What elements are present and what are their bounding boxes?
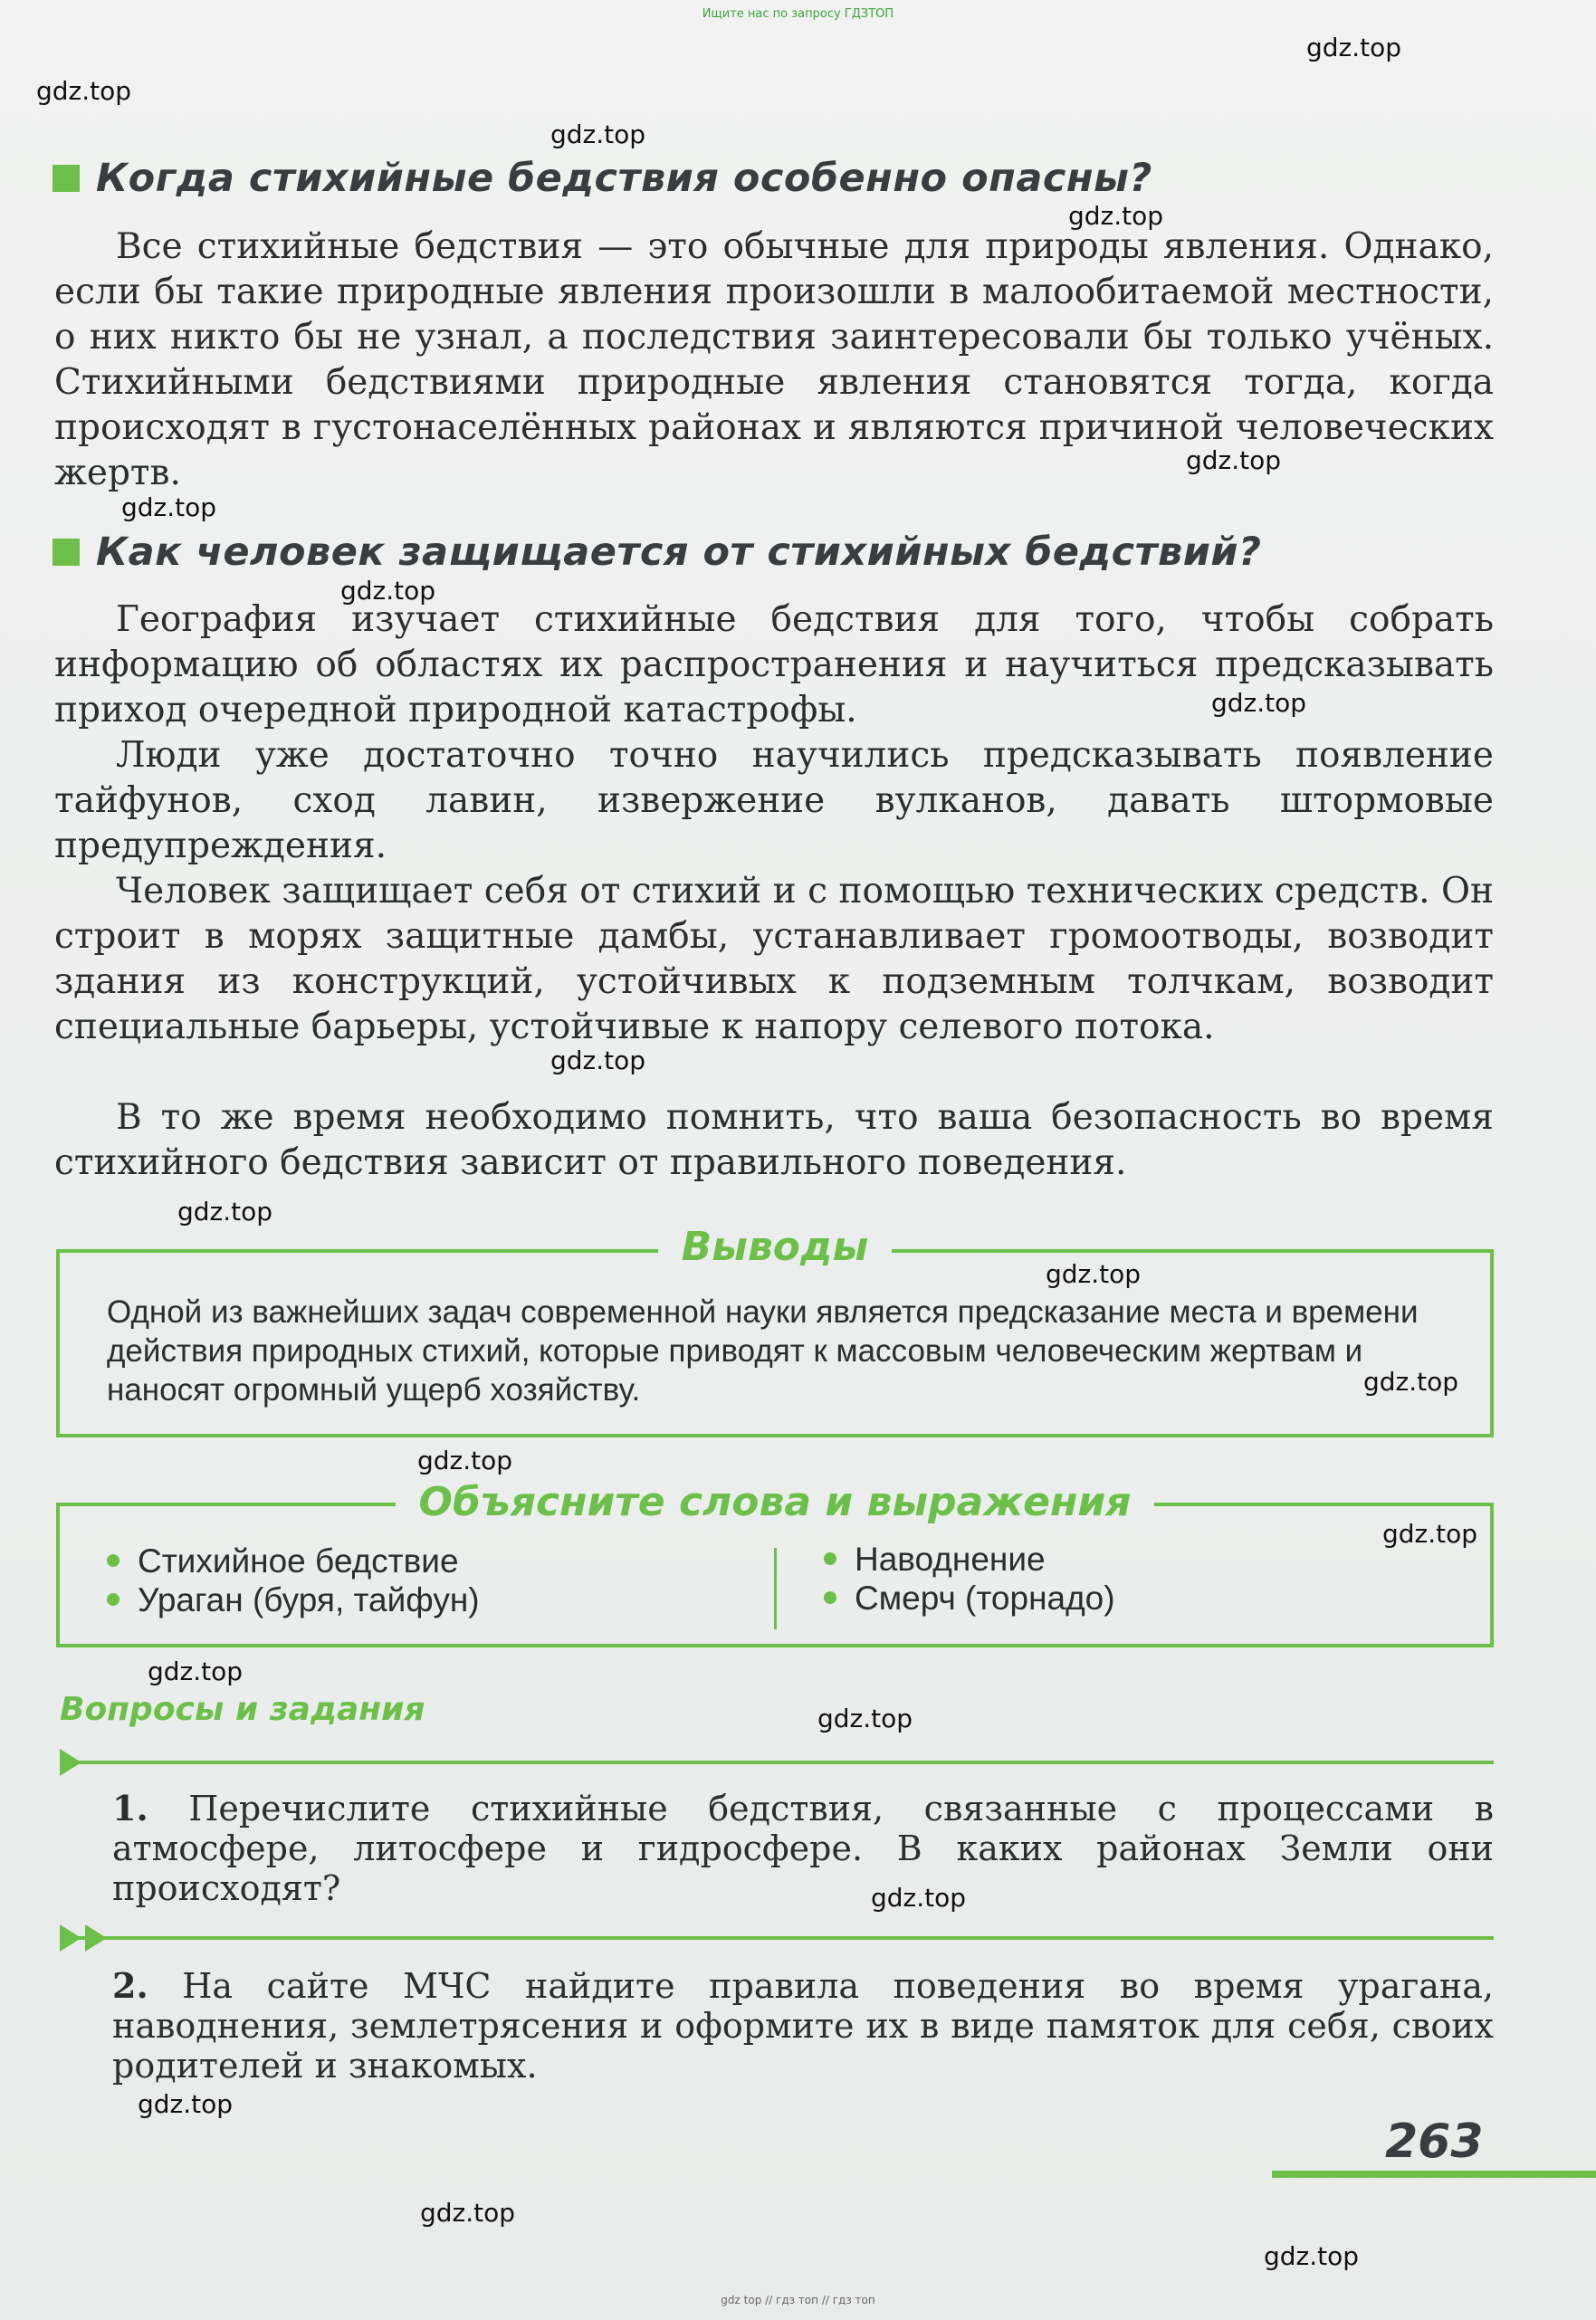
- watermark: gdz.top: [121, 492, 217, 522]
- question-separator: [60, 1761, 1494, 1764]
- paragraph: Все стихийные бедствия — это обычные для природы явления. Однако, если бы такие природные явления произошли в малообитаемой местности, о них никто бы не узнал, а последствия заинтересовали бы только учёных. Стихийными бедствиями природные явления становятся тогда, когда происходят в густонаселённых районах и являются причиной человеческих жертв.: [54, 226, 1494, 493]
- section-heading-text: Когда стихийные бедствия особенно опасны?: [96, 156, 1152, 201]
- watermark: gdz.top: [1211, 688, 1307, 718]
- watermark: gdz.top: [1046, 1259, 1142, 1289]
- watermark: gdz.top: [550, 119, 646, 149]
- bullet-icon: [107, 1554, 119, 1567]
- green-square-icon: [53, 165, 80, 192]
- watermark: gdz.top: [1068, 201, 1164, 231]
- conclusions-title: Выводы: [60, 1224, 1490, 1270]
- watermark: gdz.top: [1306, 33, 1402, 62]
- paragraph: География изучает стихийные бедствия для того, чтобы собрать информацию об областях их распространения и научиться предсказывать приход очередной природной катастрофы.: [54, 599, 1494, 730]
- page-number: 263: [1385, 2115, 1484, 2169]
- bullet-icon: [824, 1552, 836, 1565]
- term-item: Стихийное бедствие: [107, 1542, 459, 1580]
- term-item: Наводнение: [824, 1541, 1046, 1579]
- section-heading-text: Как человек защищается от стихийных бедствий?: [96, 530, 1262, 575]
- question-1: 1. Перечислите стихийные бедствия, связанные с процессами в атмосфере, литосфере и гидросфере. В каких районах Земли они происходят?: [112, 1788, 1494, 1908]
- watermark: gdz.top: [1186, 445, 1282, 475]
- section-heading: [53, 156, 1501, 201]
- watermark: gdz.top: [36, 76, 132, 106]
- watermark: gdz.top: [340, 576, 436, 606]
- paragraph: В то же время необходимо помнить, что ваша безопасность во время стихийного бедствия зависит от правильного поведения.: [54, 1097, 1494, 1183]
- page-number-bar: [1272, 2171, 1596, 2178]
- term-item: Ураган (буря, тайфун): [107, 1581, 480, 1619]
- bullet-icon: [107, 1593, 119, 1606]
- watermark: gdz.top: [138, 2089, 234, 2119]
- top-note: Ищите нас по запросу ГДЗТОП: [702, 7, 894, 21]
- watermark: gdz.top: [1264, 2241, 1360, 2271]
- question-separator: [60, 1936, 1494, 1940]
- watermark: gdz.top: [148, 1656, 244, 1686]
- bottom-note: gdz top // гдз топ // гдз топ: [721, 2294, 875, 2306]
- term-item: Смерч (торнадо): [824, 1580, 1115, 1618]
- watermark: gdz.top: [1363, 1367, 1459, 1397]
- watermark: gdz.top: [550, 1045, 646, 1075]
- watermark: gdz.top: [1382, 1519, 1478, 1549]
- watermark: gdz.top: [817, 1704, 913, 1733]
- terms-divider: [774, 1548, 777, 1629]
- green-square-icon: [53, 539, 80, 566]
- conclusions-box: [56, 1224, 1494, 1437]
- conclusions-text: Одной из важнейших задач современной науки является предсказание места и времени действия природных стихий, которые приводят к массовым человеческим жертвам и наносят огромный ущерб хозяйству.: [107, 1294, 1419, 1408]
- paragraph: Человек защищает себя от стихий и с помощью технических средств. Он строит в морях защитные дамбы, устанавливает громоотводы, возводит здания из конструкций, устойчивых к подземным толчкам, возводит специальные барьеры, устойчивые к напору селевого потока.: [54, 871, 1494, 1047]
- watermark: gdz.top: [417, 1446, 513, 1475]
- question-2: 2. На сайте МЧС найдите правила поведения во время урагана, наводнения, землетрясения и оформите их в виде памяток для себя, своих родителей и знакомых.: [112, 1965, 1494, 2086]
- questions-title: Вопросы и задания: [60, 1691, 425, 1728]
- paragraph: Люди уже достаточно точно научились предсказывать появление тайфунов, сход лавин, извержение вулканов, давать штормовые предупреждения.: [54, 735, 1494, 866]
- terms-title: Объясните слова и выражения: [60, 1479, 1490, 1525]
- watermark: gdz.top: [177, 1197, 273, 1227]
- watermark: gdz.top: [420, 2198, 516, 2228]
- section-heading: [53, 530, 1501, 575]
- watermark: gdz.top: [871, 1883, 967, 1913]
- bullet-icon: [824, 1591, 836, 1604]
